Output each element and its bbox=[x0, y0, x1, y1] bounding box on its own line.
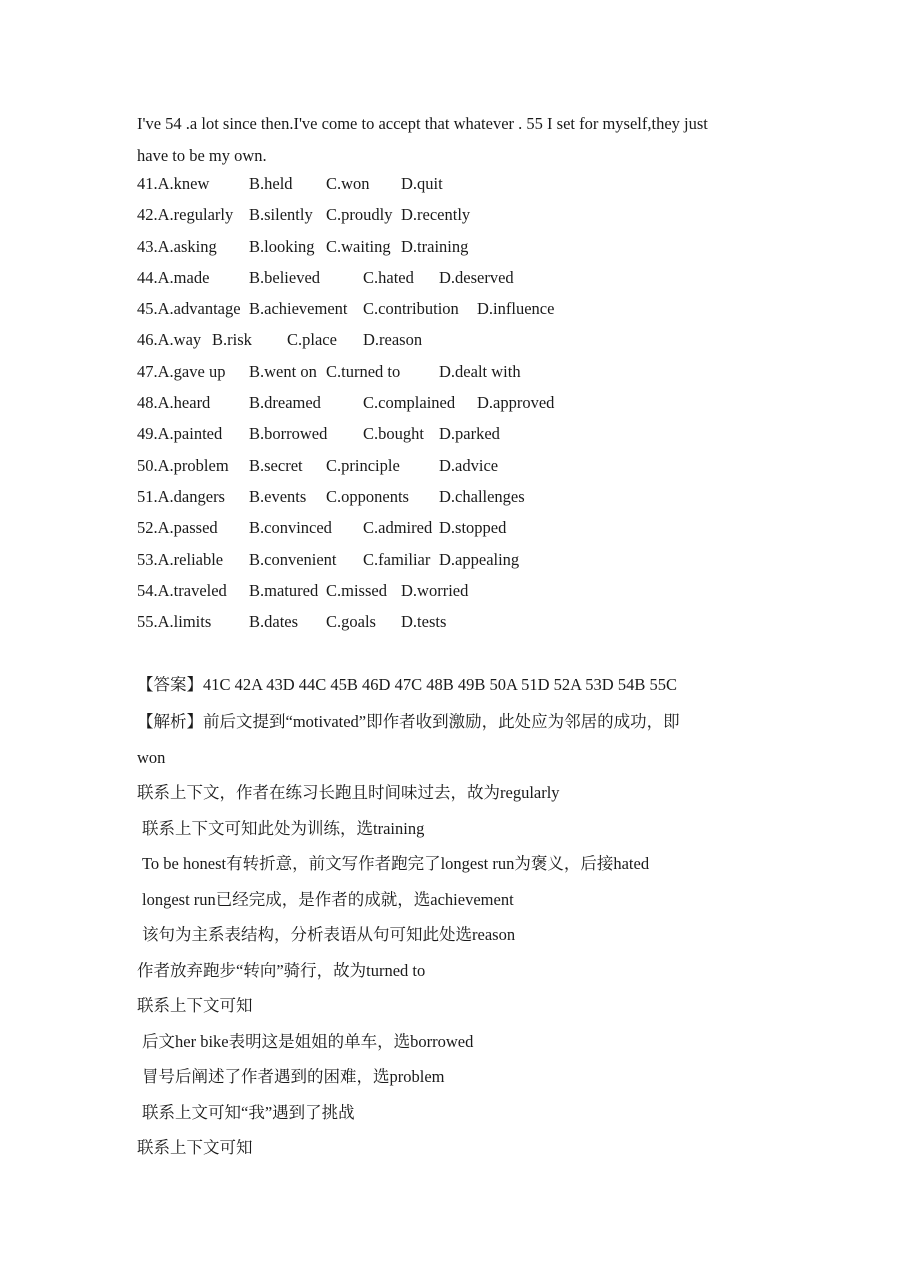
option-a: 49.A.painted bbox=[137, 424, 223, 444]
passage-line: I've 54 .a lot since then.I've come to accept that whatever . 55 I set for myself,they just bbox=[137, 114, 708, 133]
option-row bbox=[137, 262, 777, 293]
option-b: B.looking bbox=[249, 236, 315, 256]
option-b: B.matured bbox=[249, 580, 319, 600]
option-d: D.tests bbox=[401, 612, 447, 632]
passage-line: have to be my own. bbox=[137, 146, 267, 165]
option-row bbox=[137, 450, 777, 481]
option-d: D.quit bbox=[401, 174, 443, 193]
option-a: 54.A.traveled bbox=[137, 580, 227, 600]
passage-excerpt bbox=[137, 108, 777, 172]
option-row bbox=[137, 606, 777, 637]
option-c: C.goals bbox=[326, 612, 376, 632]
explanation-line: 联系上下文，作者在练习长跑且时间味过去，故为regularly bbox=[137, 783, 560, 802]
option-row bbox=[137, 418, 777, 449]
explanation-line: 该句为主系表结构，分析表语从句可知此处选reason bbox=[142, 925, 516, 944]
explanation-line: 作者放弃跑步“转向”骑行，故为turned to bbox=[137, 960, 426, 980]
option-b: B.dates bbox=[249, 612, 299, 632]
option-c: C.hated bbox=[363, 267, 414, 287]
option-a: 44.A.made bbox=[137, 267, 210, 287]
option-b: B.secret bbox=[249, 455, 303, 475]
answer-key bbox=[137, 669, 777, 701]
option-row bbox=[137, 324, 777, 355]
option-a: 45.A.advantage bbox=[137, 299, 241, 319]
option-b: B.silently bbox=[249, 205, 313, 225]
option-d: D.dealt with bbox=[439, 361, 521, 381]
option-c: C.place bbox=[287, 330, 337, 350]
option-d: D.training bbox=[401, 236, 469, 256]
option-b: B.events bbox=[249, 486, 307, 506]
option-d: D.stopped bbox=[439, 518, 507, 538]
explanation-line: won bbox=[137, 747, 166, 767]
option-row bbox=[137, 168, 777, 199]
explanation-line: 联系上下文可知此处为训练，选training bbox=[142, 818, 425, 838]
option-d: D.parked bbox=[439, 424, 500, 444]
option-b: B.held bbox=[249, 174, 293, 193]
option-row bbox=[137, 199, 777, 230]
options-list bbox=[137, 168, 777, 637]
option-a: 46.A.way bbox=[137, 330, 202, 350]
option-d: D.appealing bbox=[439, 549, 520, 569]
option-c: C.opponents bbox=[326, 486, 409, 506]
option-b: B.risk bbox=[212, 330, 252, 350]
option-d: D.advice bbox=[439, 455, 499, 475]
option-c: C.bought bbox=[363, 424, 424, 444]
option-d: D.recently bbox=[401, 205, 471, 225]
option-d: D.influence bbox=[477, 299, 555, 319]
option-a: 41.A.knew bbox=[137, 174, 210, 193]
option-a: 51.A.dangers bbox=[137, 486, 225, 506]
option-b: B.convenient bbox=[249, 549, 337, 569]
option-a: 52.A.passed bbox=[137, 518, 218, 538]
option-b: B.dreamed bbox=[249, 393, 321, 413]
explanation-line: 联系上下文可知 bbox=[137, 996, 253, 1015]
option-c: C.missed bbox=[326, 580, 387, 600]
explanation-section bbox=[137, 704, 777, 1166]
option-b: B.convinced bbox=[249, 518, 332, 538]
explanation-line: To be honest有转折意，前文写作者跑完了longest run为褒义，后接hated bbox=[142, 854, 650, 873]
explanation-line: 联系上文可知“我”遇到了挑战 bbox=[142, 1102, 355, 1122]
explanation-line: 后文her bike表明这是姐姐的单车，选borrowed bbox=[142, 1031, 474, 1051]
option-a: 42.A.regularly bbox=[137, 205, 234, 225]
option-c: C.contribution bbox=[363, 299, 459, 319]
option-row bbox=[137, 575, 777, 606]
option-c: C.turned to bbox=[326, 361, 401, 381]
option-b: B.achievement bbox=[249, 299, 348, 319]
option-d: D.reason bbox=[363, 330, 423, 350]
answer-line: 【答案】41C 42A 43D 44C 45B 46D 47C 48B 49B 50A 51D 52A 53D 54B 55C bbox=[137, 675, 677, 694]
option-a: 55.A.limits bbox=[137, 612, 212, 632]
option-c: C.familiar bbox=[363, 549, 431, 569]
option-b: B.borrowed bbox=[249, 424, 328, 444]
option-row bbox=[137, 293, 777, 324]
option-row bbox=[137, 231, 777, 262]
option-row bbox=[137, 481, 777, 512]
option-row bbox=[137, 356, 777, 387]
option-d: D.challenges bbox=[439, 486, 525, 506]
option-d: D.worried bbox=[401, 580, 469, 600]
option-c: C.complained bbox=[363, 393, 456, 413]
option-d: D.deserved bbox=[439, 267, 514, 287]
option-a: 50.A.problem bbox=[137, 455, 229, 475]
option-a: 48.A.heard bbox=[137, 393, 211, 413]
option-row bbox=[137, 544, 777, 575]
option-d: D.approved bbox=[477, 393, 555, 413]
explanation-line: 冒号后阐述了作者遇到的困难，选problem bbox=[142, 1067, 445, 1086]
option-row bbox=[137, 512, 777, 543]
option-a: 53.A.reliable bbox=[137, 549, 224, 569]
option-b: B.believed bbox=[249, 267, 321, 287]
option-c: C.won bbox=[326, 174, 370, 193]
option-c: C.admired bbox=[363, 518, 433, 538]
explanation-line: 联系上下文可知 bbox=[137, 1138, 253, 1157]
option-c: C.waiting bbox=[326, 236, 391, 256]
explanation-line: longest run已经完成，是作者的成就，选achievement bbox=[142, 889, 514, 909]
option-a: 43.A.asking bbox=[137, 236, 217, 256]
option-c: C.principle bbox=[326, 455, 400, 475]
explanation-line: 【解析】前后文提到“motivated”即作者收到激励，此处应为邻居的成功，即 bbox=[137, 712, 680, 731]
option-row bbox=[137, 387, 777, 418]
option-a: 47.A.gave up bbox=[137, 361, 226, 381]
option-c: C.proudly bbox=[326, 205, 393, 225]
option-b: B.went on bbox=[249, 361, 317, 381]
